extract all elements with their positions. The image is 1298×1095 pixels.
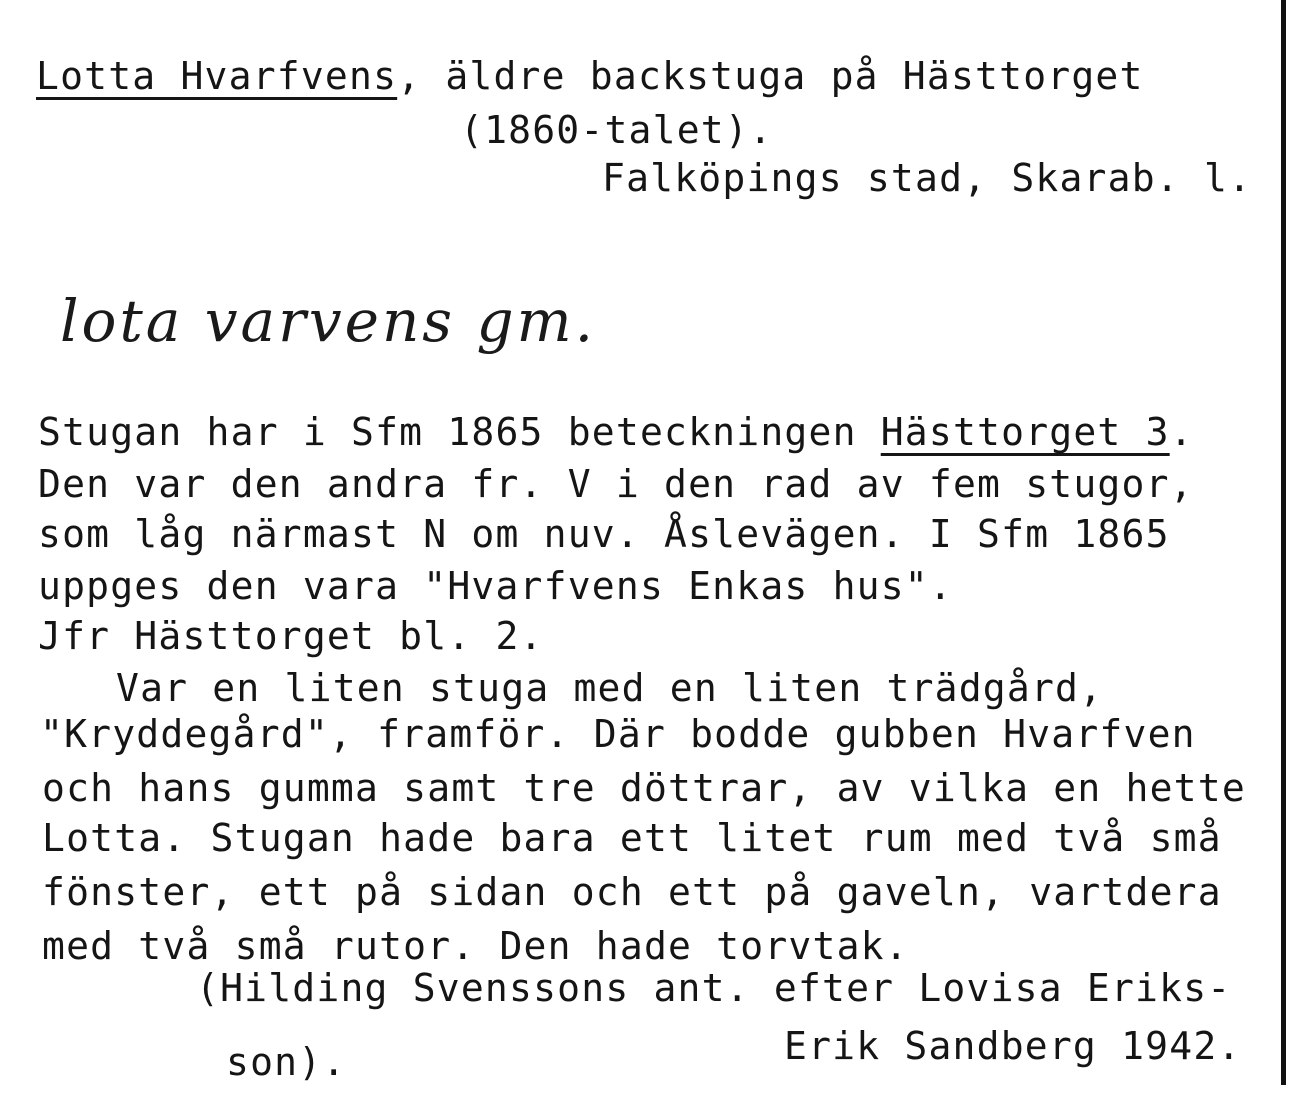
body-line-6: Var en liten stuga med en liten trädgård,: [116, 666, 1104, 710]
body-line-10: fönster, ett på sidan och ett på gaveln, vartdera: [42, 870, 1222, 914]
card-edge-border: [1281, 0, 1286, 1085]
body-line-7: "Kryddegård", framför. Där bodde gubben Hvarfven: [40, 712, 1196, 756]
body-line-1-pre: Stugan har i Sfm 1865 beteckningen: [38, 410, 881, 454]
body-line-5: Jfr Hästtorget bl. 2.: [38, 614, 544, 658]
header-name: Lotta Hvarfvens: [36, 54, 398, 98]
handwritten-note: [60, 280, 900, 380]
body-line-2: Den var den andra fr. V i den rad av fem stugor,: [38, 462, 1194, 506]
header-period: (1860-talet).: [460, 108, 774, 152]
body-line-8: och hans gumma samt tre döttrar, av vilka en hette: [42, 766, 1246, 810]
header-title: , äldre backstuga på Hästtorget: [397, 54, 1144, 98]
body-line-1-link: Hästtorget 3: [880, 410, 1170, 454]
header-location: Falköpings stad, Skarab. l.: [602, 156, 1253, 200]
source-line-1: (Hilding Svenssons ant. efter Lovisa Eriks-: [196, 966, 1232, 1010]
body-line-1: [38, 410, 1194, 454]
handwritten-note-text: lota varvens gm.: [60, 287, 597, 355]
body-line-11: med två små rutor. Den hade torvtak.: [42, 924, 909, 968]
body-line-3: som låg närmast N om nuv. Åslevägen. I Sfm 1865: [38, 512, 1170, 556]
body-line-1-post: .: [1169, 410, 1194, 454]
header-line-1: [36, 54, 1144, 98]
body-line-9: Lotta. Stugan hade bara ett litet rum med två små: [42, 816, 1222, 860]
signature: Erik Sandberg 1942.: [784, 1024, 1242, 1068]
body-line-4: uppges den vara "Hvarfvens Enkas hus".: [38, 564, 953, 608]
source-line-2: son).: [226, 1040, 347, 1084]
